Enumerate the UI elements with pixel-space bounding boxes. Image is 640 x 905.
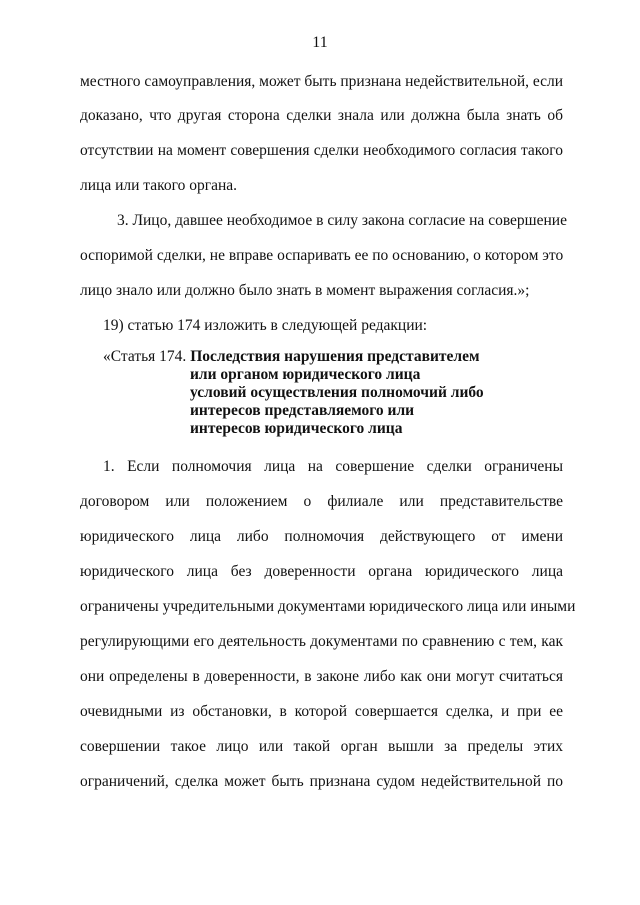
text-line: ограничений, сделка может быть признана судом недействительной по bbox=[80, 773, 563, 790]
text-line: местного самоуправления, может быть признана недействительной, если bbox=[80, 73, 564, 90]
article-heading-title: Последствия нарушения представителем bbox=[190, 348, 480, 365]
text-line: ограничены учредительными документами юридического лица или иными bbox=[80, 598, 576, 615]
text-line: 1. Если полномочия лица на совершение сделки ограничены bbox=[103, 458, 563, 475]
text-line: юридического лица либо полномочия действующего от имени bbox=[80, 528, 563, 545]
text-line: доказано, что другая сторона сделки знала или должна была знать об bbox=[80, 107, 563, 124]
text-line: очевидными из обстановки, в которой совершается сделка, и при ее bbox=[80, 703, 563, 720]
text-line: оспоримой сделки, не вправе оспаривать ее по основанию, о котором это bbox=[80, 247, 564, 264]
text-line: договором или положением о филиале или представительстве bbox=[80, 493, 563, 510]
article-heading-line: интересов юридического лица bbox=[190, 420, 403, 437]
text-line: юридического лица без доверенности органа юридического лица bbox=[80, 563, 563, 580]
text-line: регулирующими его деятельность документами по сравнению с тем, как bbox=[80, 633, 563, 650]
article-heading bbox=[103, 348, 480, 366]
text-line: они определены в доверенности, в законе либо как они могут считаться bbox=[80, 668, 563, 685]
text-line: 3. Лицо, давшее необходимое в силу закона согласие на совершение bbox=[117, 212, 567, 229]
article-heading-line: или органом юридического лица bbox=[190, 366, 421, 383]
text-line: 19) статью 174 изложить в следующей редакции: bbox=[103, 317, 428, 334]
article-heading-line: условий осуществления полномочий либо bbox=[190, 384, 484, 401]
text-line: отсутствии на момент совершения сделки необходимого согласия такого bbox=[80, 142, 563, 159]
page-number: 11 bbox=[312, 34, 328, 51]
text-line: лица или такого органа. bbox=[80, 177, 237, 194]
article-heading-prefix: «Статья 174. bbox=[103, 348, 187, 365]
text-line: лицо знало или должно было знать в момент выражения согласия.»; bbox=[80, 282, 530, 299]
text-line: совершении такое лицо или такой орган вышли за пределы этих bbox=[80, 738, 563, 755]
article-heading-line: интересов представляемого или bbox=[190, 402, 415, 419]
